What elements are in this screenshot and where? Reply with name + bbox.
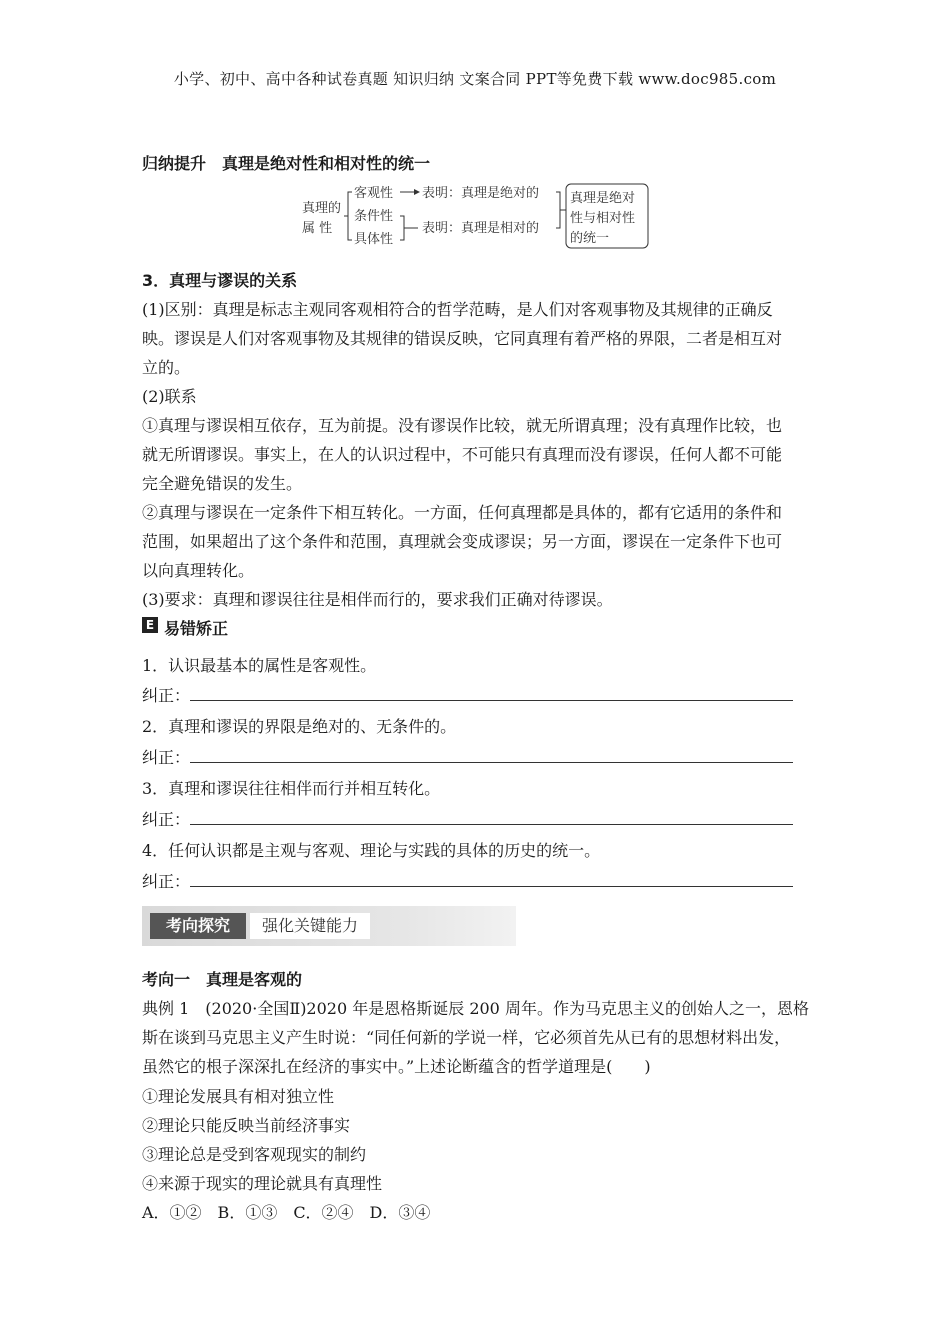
statement: ②理论只能反映当前经济事实 (142, 1116, 351, 1135)
section3-line: ②真理与谬误在一定条件下相互转化。一方面，任何真理都是具体的，都有它适用的条件和 (142, 503, 783, 522)
diagram-mid-bracket (400, 216, 418, 240)
diagram-arrow-head (414, 189, 420, 195)
error-correction-icon: E (142, 617, 158, 633)
error-item: 2．真理和谬误的界限是绝对的、无条件的。 (142, 717, 457, 736)
answer-options[interactable]: A．①② B．①③ C．②④ D．③④ (142, 1203, 431, 1222)
diagram-root-line1: 真理的 (302, 201, 342, 216)
section3-line: 就无所谓谬误。事实上，在人的认识过程中，不可能只有真理而没有谬误，任何人都不可能 (142, 445, 783, 464)
answer-blank[interactable] (190, 700, 793, 701)
direction1-title: 考向一 真理是客观的 (142, 970, 303, 989)
diagram-objective: 客观性 (354, 186, 394, 201)
example-line: 虽然它的根子深深扎在经济的事实中。”上述论断蕴含的哲学道理是( ) (142, 1057, 651, 1076)
section3-line: (2)联系 (142, 387, 197, 406)
section3-line: (3)要求：真理和谬误往往是相伴而行的，要求我们正确对待谬误。 (142, 590, 613, 609)
correct-label: 纠正： (142, 872, 191, 891)
statement: ①理论发展具有相对独立性 (142, 1087, 335, 1106)
section3-line: (1)区别：真理是标志主观同客观相符合的哲学范畴，是人们对客观事物及其规律的正确反 (142, 300, 773, 319)
correct-label: 纠正： (142, 748, 191, 767)
section3-line: 以向真理转化。 (142, 561, 255, 580)
diagram-right-bracket (556, 192, 566, 228)
section3-line: 范围，如果超出了这个条件和范围，真理就会变成谬误；另一方面，谬误在一定条件下也可 (142, 532, 783, 551)
diagram-shows-relative: 表明：真理是相对的 (422, 221, 540, 236)
diagram-shows-absolute: 表明：真理是绝对的 (422, 186, 540, 201)
diagram-concrete: 具体性 (354, 232, 394, 247)
error-item: 3．真理和谬误往往相伴而行并相互转化。 (142, 779, 441, 798)
statement: ④来源于现实的理论就具有真理性 (142, 1174, 383, 1193)
errors-title: 易错矫正 (164, 619, 229, 638)
diagram-result-line2: 性与相对性 (570, 211, 636, 226)
diagram-left-bracket (344, 192, 352, 240)
section3-title: 3．真理与谬误的关系 (142, 271, 298, 290)
answer-blank[interactable] (190, 824, 793, 825)
correct-label: 纠正： (142, 686, 191, 705)
diagram-result-line3: 的统一 (570, 231, 610, 246)
diagram-conditional: 条件性 (354, 209, 394, 224)
truth-attribute-diagram (300, 180, 652, 254)
diagram-result-line1: 真理是绝对 (570, 191, 636, 206)
answer-blank[interactable] (190, 886, 793, 887)
section3-line: 立的。 (142, 358, 191, 377)
correct-label: 纠正： (142, 810, 191, 829)
example-line: 典例 1 (2020·全国Ⅱ)2020 年是恩格斯诞辰 200 周年。作为马克思主义的创始人之一，恩格 (142, 999, 809, 1018)
banner-left-label: 考向探究 (150, 913, 246, 939)
error-item: 1．认识最基本的属性是客观性。 (142, 656, 377, 675)
section3-line: ①真理与谬误相互依存，互为前提。没有谬误作比较，就无所谓真理；没有真理作比较，也 (142, 416, 783, 435)
summary-heading: 归纳提升 真理是绝对性和相对性的统一 (142, 154, 431, 173)
section3-line: 映。谬误是人们对客观事物及其规律的错误反映，它同真理有着严格的界限，二者是相互对 (142, 329, 783, 348)
error-item: 4．任何认识都是主观与客观、理论与实践的具体的历史的统一。 (142, 841, 601, 860)
statement: ③理论总是受到客观现实的制约 (142, 1145, 367, 1164)
diagram-root-line2: 属 性 (302, 221, 333, 236)
page-header: 小学、初中、高中各种试卷真题 知识归纳 文案合同 PPT等免费下载 www.doc985.com (173, 70, 777, 88)
answer-blank[interactable] (190, 762, 793, 763)
section-banner (142, 906, 516, 946)
section3-line: 完全避免错误的发生。 (142, 474, 303, 493)
banner-right-label: 强化关键能力 (250, 913, 370, 939)
example-line: 斯在谈到马克思主义产生时说：“同任何新的学说一样，它必须首先从已有的思想材料出发， (142, 1028, 791, 1047)
